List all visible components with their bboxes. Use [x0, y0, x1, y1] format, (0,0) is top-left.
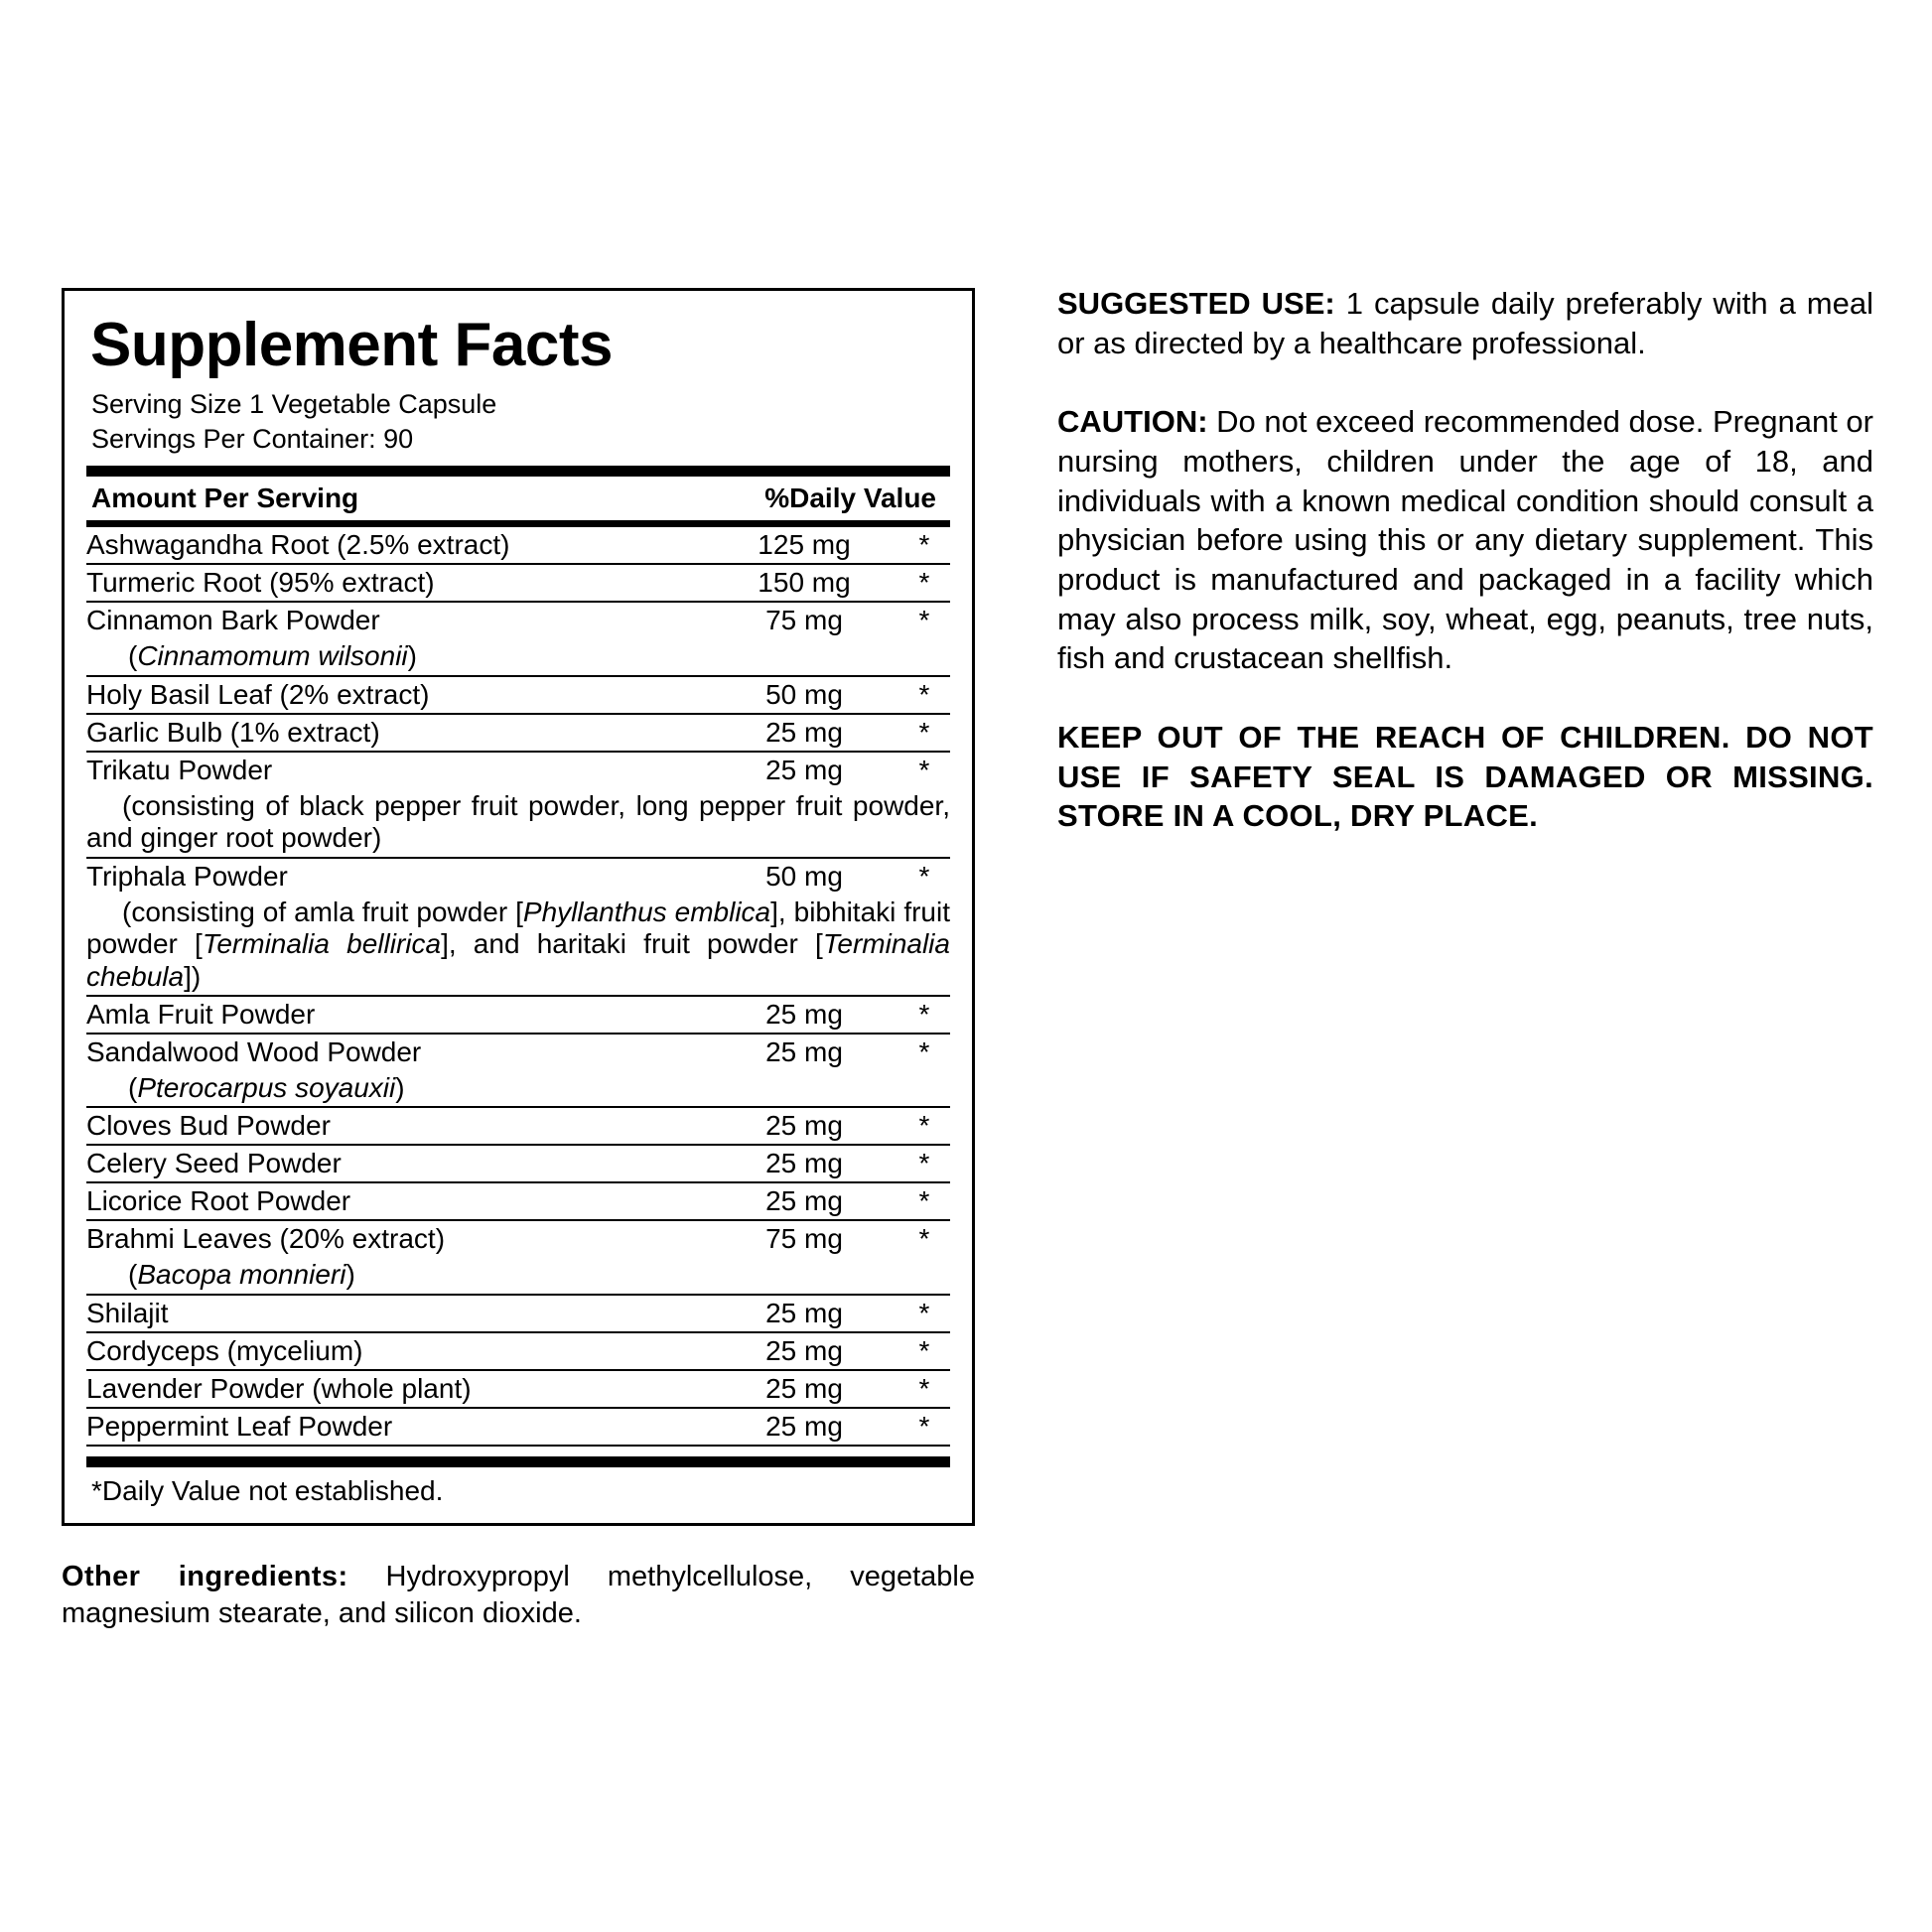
ingredient-daily-value: * [918, 754, 930, 785]
ingredient-name: Holy Basil Leaf (2% extract) [86, 676, 710, 714]
ingredient-name: Shilajit [86, 1295, 710, 1332]
ingredient-name: Licorice Root Powder [86, 1182, 710, 1220]
ingredient-name: Cordyceps (mycelium) [86, 1332, 710, 1370]
ingredient-daily-value: * [898, 1295, 950, 1332]
ingredient-amount: 75 mg [765, 1223, 843, 1255]
ingredient-daily-value: * [898, 1332, 950, 1370]
ingredient-daily-value: * [918, 605, 930, 636]
ingredient-daily-value: * [918, 860, 930, 892]
other-ingredients-text: Hydroxypropyl methylcellulose, vegetable magnesium stearate, and silicon dioxide. [62, 1561, 975, 1629]
divider-thick-bottom [86, 1456, 950, 1467]
ingredient-daily-value: * [898, 1408, 950, 1446]
ingredient-daily-value: * [898, 714, 950, 752]
ingredient-amount: 25 mg [710, 1370, 898, 1408]
table-row [86, 1408, 950, 1446]
ingredient-daily-value: * [898, 1145, 950, 1182]
ingredient-amount: 25 mg [710, 1295, 898, 1332]
ingredient-name: Trikatu Powder [86, 754, 273, 785]
table-row [86, 676, 950, 714]
table-row [86, 527, 950, 564]
warning-paragraph: KEEP OUT OF THE REACH OF CHILDREN. DO NOT USE IF SAFETY SEAL IS DAMAGED OR MISSING. STORE IN A COOL, DRY PLACE. [1057, 720, 1873, 834]
ingredient-amount: 25 mg [710, 1332, 898, 1370]
table-row [86, 1107, 950, 1145]
divider-med [86, 520, 950, 527]
ingredient-name: Triphala Powder [86, 860, 288, 892]
ingredient-name: Brahmi Leaves (20% extract) [86, 1223, 446, 1255]
table-header-row [86, 477, 950, 520]
ingredient-amount: 25 mg [710, 714, 898, 752]
ingredient-name: Cinnamon Bark Powder [86, 605, 380, 636]
ingredients-table [86, 527, 950, 1447]
ingredient-amount: 150 mg [710, 564, 898, 602]
ingredient-daily-value: * [918, 1036, 930, 1067]
ingredient-amount: 25 mg [710, 1182, 898, 1220]
table-row [86, 858, 950, 895]
ingredient-amount: 50 mg [765, 860, 843, 892]
table-row [86, 1370, 950, 1408]
ingredient-amount: 50 mg [710, 676, 898, 714]
ingredient-amount: 25 mg [765, 754, 843, 785]
ingredient-daily-value: * [898, 1370, 950, 1408]
table-row [86, 1034, 950, 1070]
other-ingredients [62, 1559, 975, 1631]
suggested-use-paragraph [1057, 284, 1873, 362]
divider-thick-top [86, 466, 950, 477]
ingredient-name: Lavender Powder (whole plant) [86, 1370, 710, 1408]
ingredient-daily-value: * [898, 996, 950, 1034]
servings-per-container: Servings Per Container: 90 [91, 423, 414, 454]
other-ingredients-label: Other ingredients: [62, 1561, 348, 1592]
ingredient-name: Cloves Bud Powder [86, 1107, 710, 1145]
table-row [86, 602, 950, 638]
caution-paragraph [1057, 402, 1873, 678]
ingredient-name: Garlic Bulb (1% extract) [86, 714, 710, 752]
table-row-subtext [86, 788, 950, 858]
ingredient-amount: 25 mg [710, 996, 898, 1034]
ingredient-subtext: (Bacopa monnieri) [86, 1257, 950, 1294]
ingredient-amount: 25 mg [765, 1036, 843, 1067]
ingredient-daily-value: * [898, 1182, 950, 1220]
ingredient-name: Sandalwood Wood Powder [86, 1036, 422, 1067]
ingredient-amount: 25 mg [710, 1408, 898, 1446]
ingredient-name: Celery Seed Powder [86, 1145, 710, 1182]
ingredient-name: Ashwagandha Root (2.5% extract) [86, 527, 710, 564]
ingredient-subtext: (Pterocarpus soyauxii) [86, 1070, 950, 1107]
daily-value-header: %Daily Value [764, 483, 936, 514]
ingredient-subtext: (Cinnamomum wilsonii) [86, 638, 950, 675]
ingredient-daily-value: * [898, 676, 950, 714]
ingredient-subtext: (consisting of black pepper fruit powder, long pepper fruit powder, and ginger root powder) [86, 788, 950, 858]
ingredient-daily-value: * [898, 527, 950, 564]
ingredient-name: Turmeric Root (95% extract) [86, 564, 710, 602]
table-row [86, 1295, 950, 1332]
panel-title: Supplement Facts [90, 311, 613, 379]
suggested-use-text: 1 capsule daily preferably with a meal or as directed by a healthcare professional. [1057, 286, 1873, 360]
table-row-subtext [86, 1257, 950, 1294]
table-row [86, 564, 950, 602]
caution-label: CAUTION: [1057, 404, 1208, 440]
ingredient-daily-value: * [898, 564, 950, 602]
usage-panel [1057, 284, 1873, 836]
table-row [86, 714, 950, 752]
table-row [86, 1332, 950, 1370]
ingredient-amount: 75 mg [765, 605, 843, 636]
suggested-use-label: SUGGESTED USE: [1057, 286, 1335, 321]
ingredient-daily-value: * [898, 1107, 950, 1145]
ingredient-daily-value: * [918, 1223, 930, 1255]
table-row-subtext [86, 895, 950, 996]
ingredient-subtext: (consisting of amla fruit powder [Phyllanthus emblica], bibhitaki fruit powder [Terminalia bellirica], and haritaki fruit powder [Terminalia chebula]) [86, 895, 950, 996]
ingredient-amount: 25 mg [710, 1145, 898, 1182]
serving-size: Serving Size 1 Vegetable Capsule [91, 389, 497, 420]
table-row [86, 1220, 950, 1257]
caution-text: Do not exceed recommended dose. Pregnant or nursing mothers, children under the age of 18, and individuals with a known medical condition should consult a physician before using this or any dietary supplement. This product is manufactured and packaged in a facility which may also process milk, soy, wheat, egg, peanuts, tree nuts, fish and crustacean shellfish. [1057, 404, 1873, 676]
table-row-subtext [86, 1070, 950, 1107]
ingredient-name: Amla Fruit Powder [86, 996, 710, 1034]
ingredient-name: Peppermint Leaf Powder [86, 1408, 710, 1446]
table-row [86, 1182, 950, 1220]
supplement-facts-panel [62, 288, 975, 1526]
table-row [86, 996, 950, 1034]
table-row [86, 752, 950, 788]
amount-per-serving-header: Amount Per Serving [91, 483, 359, 514]
table-row [86, 1145, 950, 1182]
table-row-subtext [86, 638, 950, 675]
daily-value-footnote: *Daily Value not established. [91, 1474, 444, 1506]
ingredient-amount: 25 mg [710, 1107, 898, 1145]
ingredient-amount: 125 mg [710, 527, 898, 564]
